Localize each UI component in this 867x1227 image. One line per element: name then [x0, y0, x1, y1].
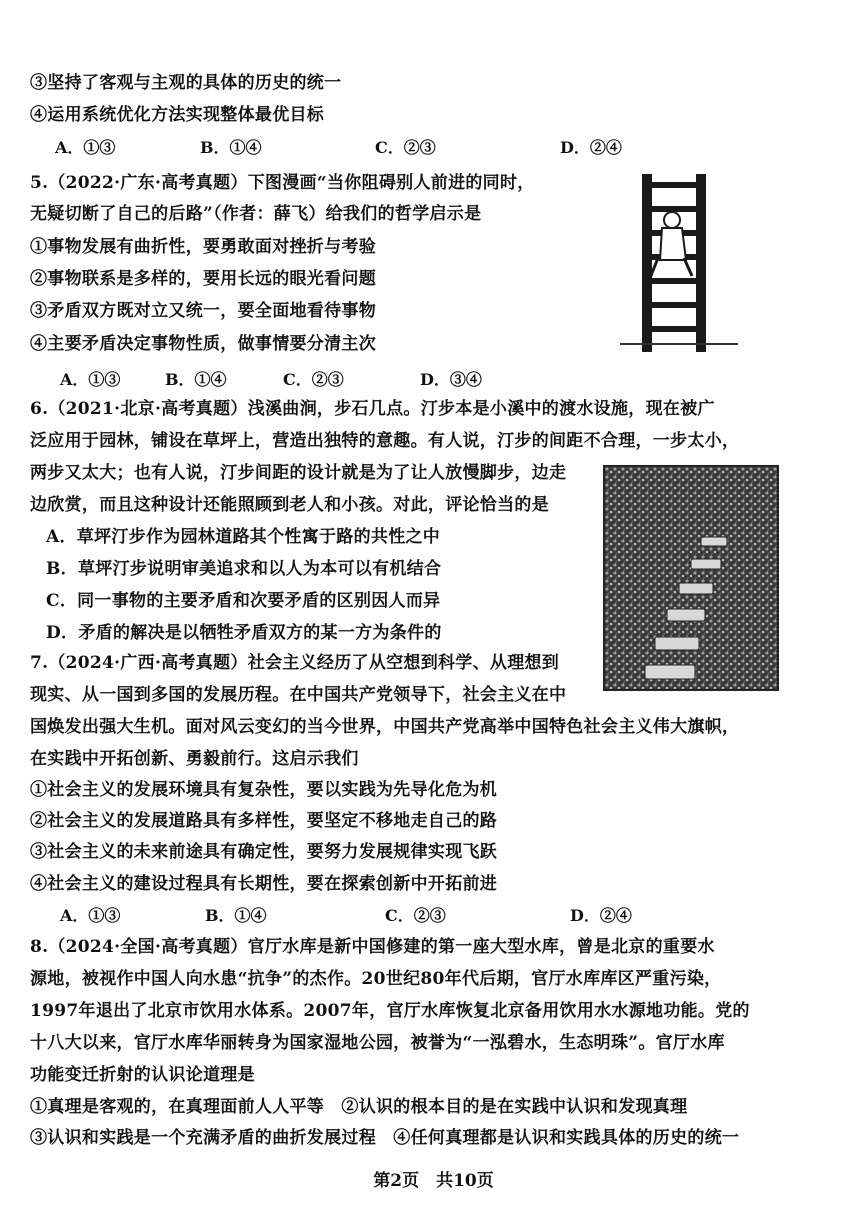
q7-stem-line-3: 国焕发出强大生机。面对风云变幻的当今世界，中国共产党高举中国特色社会主义伟大旗帜，	[30, 717, 740, 737]
q4-option-3: ③坚持了客观与主观的具体的历史的统一	[30, 73, 342, 93]
q7-choice-c[interactable]: C．②③	[385, 906, 446, 925]
q4-option-4: ④运用系统优化方法实现整体最优目标	[30, 105, 325, 125]
q7-stem-line-4: 在实践中开拓创新、勇毅前行。这启示我们	[30, 749, 359, 769]
q6-stem-line-4: 边欣赏，而且这种设计还能照顾到老人和小孩。对此，评论恰当的是	[30, 495, 549, 515]
q7-choice-b[interactable]: B．①④	[205, 906, 267, 925]
q8-stem-line-4: 十八大以来，官厅水库华丽转身为国家湿地公园，被誉为“一泓碧水，生态明珠”。官厅水库	[30, 1033, 725, 1053]
q6-choice-a[interactable]: A．草坪汀步作为园林道路其个性寓于路的共性之中	[46, 527, 441, 547]
q7-choice-d[interactable]: D．②④	[570, 906, 632, 925]
q6-choice-c[interactable]: C．同一事物的主要矛盾和次要矛盾的区别因人而异	[46, 591, 441, 611]
q6-stem-line-1: 6.（2021·北京·高考真题）浅溪曲涧，步石几点。汀步本是小溪中的渡水设施，现在被广	[30, 399, 715, 419]
q7-option-1: ①社会主义的发展环境具有复杂性，要以实践为先导化危为机	[30, 780, 498, 800]
q4-choice-a[interactable]: A．①③	[55, 138, 116, 157]
q8-stem-line-1: 8.（2024·全国·高考真题）官厅水库是新中国修建的第一座大型水库，曾是北京的重要水	[30, 937, 715, 957]
q8-stem-line-2: 源地，被视作中国人向水患“抗争”的杰作。20世纪80年代后期，官厅水库库区严重污染，	[30, 969, 722, 989]
q5-choice-c[interactable]: C．②③	[283, 370, 344, 389]
q5-option-3: ③矛盾双方既对立又统一，要全面地看待事物	[30, 301, 376, 321]
page-footer: 第2页 共10页	[373, 1171, 494, 1191]
q6-choice-b[interactable]: B．草坪汀步说明审美追求和以人为本可以有机结合	[46, 559, 442, 579]
q6-choice-d[interactable]: D．矛盾的解决是以牺牲矛盾双方的某一方为条件的	[46, 623, 442, 643]
q7-stem-line-1: 7.（2024·广西·高考真题）社会主义经历了从空想到科学、从理想到	[30, 653, 560, 673]
q7-option-3: ③社会主义的未来前途具有确定性，要努力发展规律实现飞跃	[30, 842, 498, 862]
q4-choice-b[interactable]: B．①④	[200, 138, 262, 157]
q5-stem-line-1: 5.（2022·广东·高考真题）下图漫画“当你阻碍别人前进的同时，	[30, 173, 535, 193]
stepping-stones-photo	[603, 465, 779, 691]
q7-option-4: ④社会主义的建设过程具有长期性，要在探索创新中开拓前进	[30, 874, 498, 894]
q5-option-2: ②事物联系是多样的，要用长远的眼光看问题	[30, 269, 376, 289]
q5-choice-b[interactable]: B．①④	[165, 370, 227, 389]
q6-stem-line-2: 泛应用于园林，铺设在草坪上，营造出独特的意趣。有人说，汀步的间距不合理，一步太小，	[30, 431, 740, 451]
q5-option-1: ①事物发展有曲折性，要勇敢面对挫折与考验	[30, 237, 376, 257]
q8-stem-line-5: 功能变迁折射的认识论道理是	[30, 1065, 255, 1085]
q7-choice-a[interactable]: A．①③	[60, 906, 121, 925]
q7-option-2: ②社会主义的发展道路具有多样性，要坚定不移地走自己的路	[30, 811, 498, 831]
q5-choice-a[interactable]: A．①③	[60, 370, 121, 389]
q5-choice-d[interactable]: D．③④	[420, 370, 482, 389]
q8-stem-line-3: 1997年退出了北京市饮用水体系。2007年，官厅水库恢复北京备用饮用水水源地功能。党的	[30, 1001, 750, 1021]
q5-stem-line-2: 无疑切断了自己的后路”（作者：薛飞）给我们的哲学启示是	[30, 204, 482, 224]
q4-choice-d[interactable]: D．②④	[560, 138, 622, 157]
q8-options-3-4: ③认识和实践是一个充满矛盾的曲折发展过程 ④任何真理都是认识和实践具体的历史的统一	[30, 1128, 740, 1148]
q7-stem-line-2: 现实、从一国到多国的发展历程。在中国共产党领导下，社会主义在中	[30, 685, 567, 705]
q4-choice-c[interactable]: C．②③	[375, 138, 436, 157]
q5-option-4: ④主要矛盾决定事物性质，做事情要分清主次	[30, 334, 376, 354]
q6-stem-line-3: 两步又太大；也有人说，汀步间距的设计就是为了让人放慢脚步，边走	[30, 463, 567, 483]
q8-options-1-2: ①真理是客观的，在真理面前人人平等 ②认识的根本目的是在实践中认识和发现真理	[30, 1097, 688, 1117]
ladder-cartoon-image	[600, 168, 750, 360]
